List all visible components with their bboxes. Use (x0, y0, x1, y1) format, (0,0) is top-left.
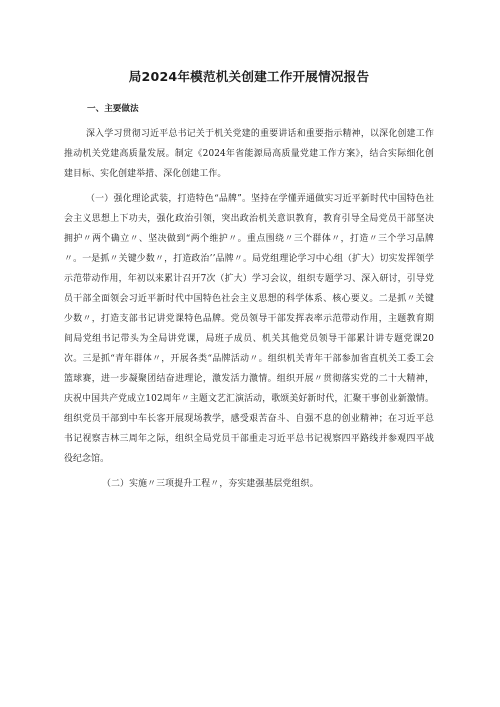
intro-paragraph: 深入学习贯彻习近平总书记关于机关党建的重要讲话和重要指示精神，以深化创建工作推动机关党建高质量发展。制定《2024年省能源局高质量党建工作方案》，结合实际细化创建目标、实化创建举措、深化创建工作。 (64, 129, 434, 179)
document-title: 局2024年模范机关创建工作开展情况报告 (128, 69, 370, 84)
section-heading-main-practices: 一、主要做法 (87, 104, 139, 114)
theory-paragraph: （一）强化理论武装，打造特色“品牌”。坚持在学懂弄通做实习近平新时代中国特色社会主义思想上下功夫，强化政治引领，突出政治机关意识教育，教育引导全局党员干部坚决拥护〃两个确立〃、坚决做到“两个维护〃。重点围绕〃三个群体〃，打造〃三个学习品牌〃。一是抓〃关键少数〃，打造政治’’品牌〃。局党组理论学习中心组（扩大）切实发挥领学示范带动作用，年初以来累计召开7次（扩大）学习会议，组织专题学习、深入研讨，引导党员干部全面领会习近平新时代中国特色社会主义思想的科学体系、核心要义。二是抓〃关键少数〃，打造支部书记讲党课特色品牌。党员领导干部发挥表率示范带动作用，主题教育期间局党组书记带头为全局讲党课，局班子成员、机关其他党员领导干部累计讲专题党课20次。三是抓“青年群体〃，开展各类“品牌活动〃。组织机关青年干部参加省直机关工委工会篮球赛，进一步凝聚团结奋进理论，激发活力激情。组织开展〃贯彻落实党的二十大精神，庆祝中国共产党成立102周年〃主题文艺汇演活动，歌颂美好新时代，汇聚干事创业新激情。组织党员干部到中车长客开展现场教学，感受艰苦奋斗、自强不息的创业精神；在习近平总书记视察吉林三周年之际，组织全局党员干部重走习近平总书记视察四平路线并参观四平战役纪念馆。 (64, 194, 434, 464)
sub-heading-three-projects: （二）实施〃三项提升工程〃，夯实建强基层党组织。 (102, 479, 319, 489)
